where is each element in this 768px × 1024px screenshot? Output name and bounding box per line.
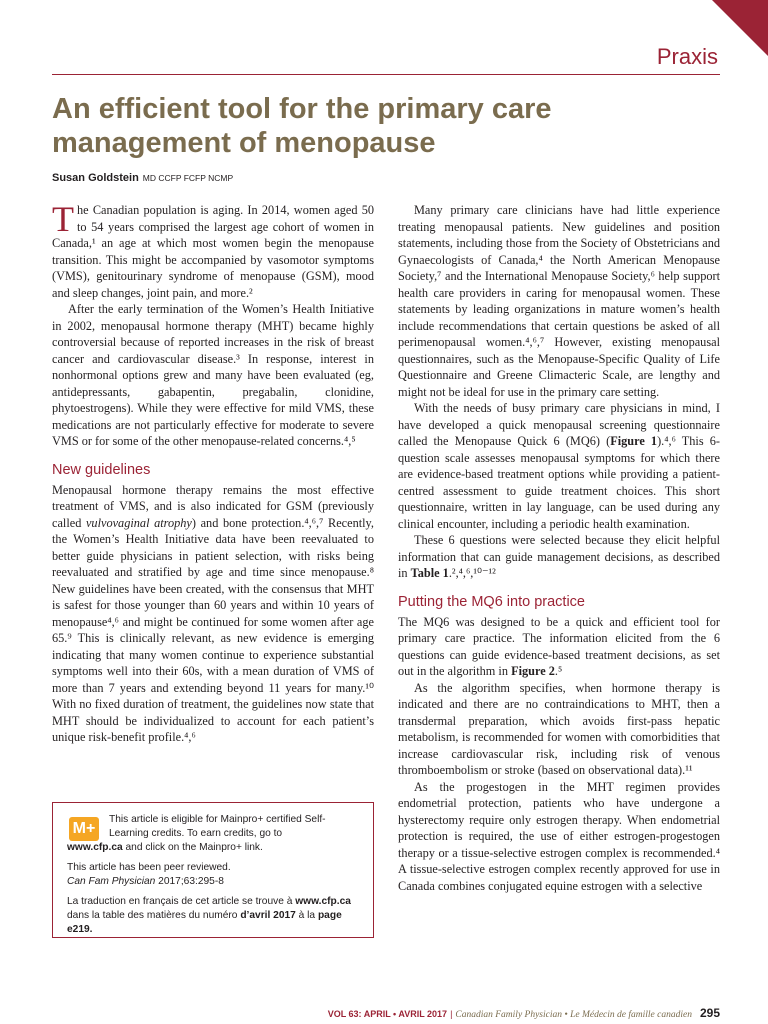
mainpro-credit-box <box>52 802 374 938</box>
text-run: These 6 questions were selected because they elicit helpful information that can guide management decisions, as described in <box>398 533 720 580</box>
credits-tail: and click on the Mainpro+ link. <box>125 842 263 853</box>
credits-text: This article is eligible for Mainpro+ certified Self-Learning credits. To earn credits, go to <box>109 814 326 839</box>
body-paragraph <box>398 532 720 582</box>
table-1-ref[interactable]: Table 1 <box>410 566 449 580</box>
text-run: ) and bone protection.⁴,⁶,⁷ Recently, the Women’s Health Initiative data have been reevaluated to better guide physicians in patient selection, with risks being reevaluated and stratified by age and time since menopause.⁸ New guidelines have been created, with the consensus that MHT is safest for those younger than 60 years and within 10 years of menopause⁴,⁶ and might be continued for some women after age 65.⁹ This is clinically relevant, as new evidence is emerging indicating that many women continue to experience substantial symptoms well into their 60s, with a mean duration of VMS of more than 7 years and extending beyond 11 years for many.¹⁰ With no fixed duration of treatment, the guidelines now state that MHT should be individualized to account for each patient’s unique risk-benefit profile.⁴,⁶ <box>52 515 374 744</box>
french-link[interactable]: www.cfp.ca <box>295 896 351 907</box>
body-paragraph: After the early termination of the Women’s Health Initiative in 2002, menopausal hormone therapy (MHT) became highly controversial because of reported increases in the risk of breast cancer and cardiovascular disease.³ In response, interest in nonhormonal options grew and many have been evaluated (eg, antidepressants, gabapentin, pregabalin, clonidine, phytoestrogens). While they were effective for mild VMS, these medications are not particularly effective for moderate to severe VMS or for some of the other menopause-related concerns.⁴,⁵ <box>52 302 374 448</box>
credits-link-line <box>67 841 363 855</box>
footer-journal: Canadian Family Physician • Le Médecin de famille canadien <box>455 1010 692 1020</box>
citation-ref: 2017;63:295-8 <box>158 876 224 887</box>
article-title: An efficient tool for the primary care management of menopause <box>52 93 552 159</box>
text-run: .²,⁴,⁶,¹⁰⁻¹² <box>448 566 496 580</box>
text-run: Menopausal hormone therapy remains the most effective treatment of VMS, and is also indicated for GSM (previously called <box>52 482 374 530</box>
left-column <box>52 199 374 746</box>
text-run: The MQ6 was designed to be a quick and efficient tool for primary care practice. The information elicited from the 6 questions can guide evidence-based treatment decisions, as set out in the algorithm in <box>398 614 720 678</box>
author-name: Susan Goldstein <box>52 172 139 184</box>
credits-link[interactable]: www.cfp.ca <box>67 842 123 853</box>
peer-review-note <box>67 861 363 889</box>
peer-review-text: This article has been peer reviewed. <box>67 862 231 873</box>
italic-term: vulvovaginal atrophy <box>85 515 192 530</box>
french-at: à la <box>298 910 316 921</box>
text-run: ).⁴,⁶ This 6-question scale assesses menopausal symptoms for which there are evidence-based treatment options while providing a patient-centred assessment to guide treatment choices. This short questionnaire, written in lay language, can be used during any clinical encounter, including a periodic health examination. <box>398 434 720 531</box>
drop-cap: T <box>52 199 74 239</box>
footer-separator: | <box>450 1009 453 1019</box>
body-paragraph: As the algorithm specifies, when hormone therapy is indicated and there are no contraindications to MHT, then a transdermal preparation, which avoids first-pass hepatic metabolism, is recommended for women with comorbidities that increase cardiovascular risk, including risk of venous thromboembolism or stroke (based on observational data).¹¹ <box>398 680 720 777</box>
body-paragraph: Many primary care clinicians have had little experience treating menopausal patients. New guidelines and position statements, including those from the Society of Obstetricians and Gynaecologists of Canada,⁴ the North American Menopause Society,⁷ and the International Menopause Society,⁶ help support health care providers in caring for menopausal women. These statements by leading organizations in mature women’s health include recommendations that certain questions be asked of all perimenopausal women.⁴,⁶,⁷ However, existing menopausal questionnaires, such as the Menopause-Specific Quality of Life Questionnaire and Greene Climacteric Scale, are lengthy and might not be ideal for use in the primary care setting. <box>398 203 720 399</box>
page-number: 295 <box>699 1006 720 1020</box>
figure-1-ref[interactable]: Figure 1 <box>610 434 658 448</box>
corner-accent-triangle <box>712 0 768 56</box>
french-page: page e219. <box>67 910 342 935</box>
intro-text: he Canadian population is aging. In 2014, women aged 50 to 54 years comprised the largest age cohort of women in Canada,¹ an age at which most women begin the menopause transition. This might be accompanied by vasomotor symptoms (VMS), genitourinary syndrome of menopause (GSM), mood and sleep changes, joint pain, and more.² <box>52 203 374 300</box>
byline <box>52 172 233 184</box>
section-heading-new-guidelines: New guidelines <box>52 461 151 478</box>
footer-volume: VOL 63: APRIL • AVRIL 2017 <box>327 1009 448 1019</box>
body-paragraph <box>398 614 720 680</box>
citation-journal: Can Fam Physician <box>67 876 156 887</box>
citation <box>67 875 363 889</box>
text-run: With the needs of busy primary care physicians in mind, I have developed a quick menopausal screening questionnaire called the Menopause Quick 6 (MQ6) ( <box>398 401 720 448</box>
figure-2-ref[interactable]: Figure 2 <box>511 664 555 678</box>
body-paragraph <box>398 400 720 532</box>
credits-note <box>109 813 363 841</box>
author-credentials: MD CCFP FCFP NCMP <box>142 173 234 183</box>
french-mid: dans la table des matières du numéro <box>67 910 238 921</box>
section-label: Praxis <box>656 44 718 69</box>
intro-paragraph <box>52 199 374 301</box>
mainpro-logo: M+ <box>69 817 99 841</box>
page-footer <box>328 1006 720 1020</box>
french-text: La traduction en français de cet article se trouve à <box>67 896 293 907</box>
french-issue: d’avril 2017 <box>240 910 296 921</box>
right-column <box>398 202 720 894</box>
section-heading-putting-mq6: Putting the MQ6 into practice <box>398 593 585 610</box>
text-run: .⁵ <box>554 664 563 678</box>
french-translation-note <box>67 895 363 937</box>
body-paragraph <box>52 482 374 746</box>
header-rule <box>52 74 720 75</box>
body-paragraph: As the progestogen in the MHT regimen provides endometrial protection, patients who have undergone a hysterectomy require only estrogen therapy. When endometrial protection is required, the use of either estrogen-progestogen therapy or a tissue-selective estrogen complex is recommended.⁴ A tissue-selective estrogen complex recently approved for use in Canada combines conjugated equine estrogen with a selective <box>398 779 720 893</box>
